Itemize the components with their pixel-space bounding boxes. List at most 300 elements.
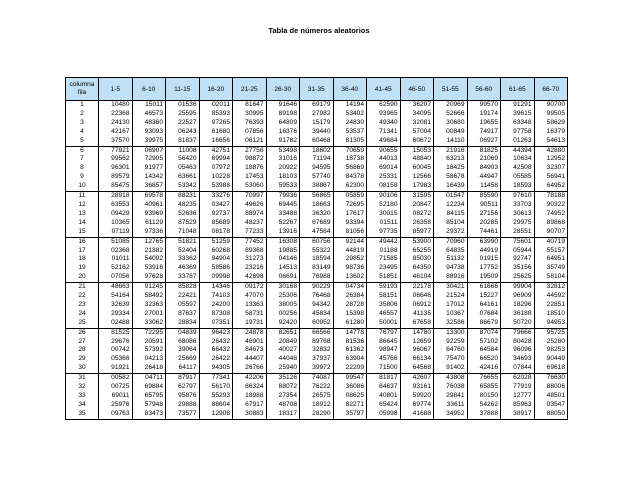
table-cell: 32363: [132, 301, 166, 310]
column-header: 26-30: [266, 78, 300, 101]
table-cell: 18425: [434, 164, 468, 173]
table-cell: 42607: [400, 374, 434, 383]
table-cell: 12777: [501, 392, 535, 401]
column-header: 56-60: [467, 78, 501, 101]
table-cell: 36857: [132, 182, 166, 191]
table-cell: 52666: [434, 110, 468, 119]
table-cell: 41688: [400, 410, 434, 419]
table-cell: 81305: [333, 137, 367, 146]
table-cell: 28834: [166, 319, 200, 328]
table-cell: 29676: [99, 338, 133, 347]
table-cell: 26422: [199, 355, 233, 364]
table-cell: 61362: [333, 346, 367, 355]
table-cell: 74087: [300, 374, 334, 383]
table-cell: 84903: [467, 164, 501, 173]
table-row: [66, 146, 568, 155]
table-cell: 62300: [333, 182, 367, 191]
table-row: [66, 364, 568, 373]
table-cell: 39064: [166, 346, 200, 355]
row-number: 24: [66, 310, 99, 319]
row-number: 5: [66, 137, 99, 146]
table-cell: 90655: [367, 146, 401, 155]
table-cell: 63553: [99, 201, 133, 210]
table-cell: 27354: [266, 392, 300, 401]
row-number: 34: [66, 401, 99, 410]
table-row: [66, 182, 568, 191]
table-cell: 58104: [534, 273, 568, 282]
table-cell: 33276: [199, 192, 233, 201]
table-cell: 82271: [333, 401, 367, 410]
table-cell: 18296: [501, 301, 535, 310]
table-cell: 05998: [367, 410, 401, 419]
row-number: 19: [66, 264, 99, 273]
table-cell: 84115: [434, 210, 468, 219]
table-cell: 77341: [199, 374, 233, 383]
table-cell: 86679: [467, 319, 501, 328]
table-cell: 63990: [467, 237, 501, 246]
table-cell: 27756: [233, 146, 267, 155]
table-cell: 54164: [99, 292, 133, 301]
table-cell: 67689: [300, 219, 334, 228]
table-cell: 02011: [199, 101, 233, 110]
table-cell: 17983: [400, 182, 434, 191]
table-cell: 42167: [99, 128, 133, 137]
table-cell: 18594: [300, 255, 334, 264]
table-cell: 66566: [300, 328, 334, 337]
table-cell: 57392: [132, 346, 166, 355]
table-row: [66, 328, 568, 337]
table-cell: 96096: [501, 346, 535, 355]
table-cell: 10365: [99, 219, 133, 228]
table-cell: 83473: [132, 410, 166, 419]
table-cell: 53988: [199, 182, 233, 191]
table-cell: 55322: [300, 247, 334, 256]
table-cell: 01915: [467, 255, 501, 264]
table-cell: 40801: [367, 392, 401, 401]
table-cell: 24830: [333, 119, 367, 128]
table-cell: 93969: [132, 210, 166, 219]
table-cell: 84673: [233, 346, 267, 355]
table-cell: 81525: [99, 328, 133, 337]
table-cell: 15053: [400, 146, 434, 155]
table-cell: 46369: [166, 264, 200, 273]
table-cell: 09763: [99, 410, 133, 419]
row-number: 32: [66, 383, 99, 392]
table-cell: 12765: [132, 237, 166, 246]
table-cell: 93965: [367, 110, 401, 119]
table-cell: 69011: [99, 392, 133, 401]
table-cell: 69445: [266, 201, 300, 210]
table-cell: 09429: [99, 210, 133, 219]
table-cell: 86324: [233, 383, 267, 392]
table-cell: 70960: [434, 237, 468, 246]
column-header: 1-5: [99, 78, 133, 101]
table-cell: 89368: [233, 247, 267, 256]
table-cell: 08625: [333, 392, 367, 401]
table-cell: 05366: [99, 355, 133, 364]
table-cell: 70659: [333, 146, 367, 155]
table-cell: 39972: [300, 364, 334, 373]
table-cell: 85689: [199, 219, 233, 228]
table-row: [66, 338, 568, 347]
table-cell: 08158: [367, 182, 401, 191]
table-cell: 05463: [166, 164, 200, 173]
table-row: [66, 219, 568, 228]
table-cell: 10480: [99, 101, 133, 110]
table-cell: 63904: [333, 355, 367, 364]
table-body: [66, 101, 568, 420]
table-cell: 62028: [501, 374, 535, 383]
table-cell: 50720: [501, 319, 535, 328]
row-number: 14: [66, 219, 99, 228]
row-number: 20: [66, 273, 99, 282]
table-cell: 58629: [534, 119, 568, 128]
table-cell: 19509: [467, 273, 501, 282]
table-cell: 49442: [367, 237, 401, 246]
table-cell: 10634: [501, 155, 535, 164]
row-number: 23: [66, 301, 99, 310]
table-cell: 06691: [266, 273, 300, 282]
corner-header: [66, 78, 99, 101]
table-cell: 88604: [199, 401, 233, 410]
table-cell: 10367: [434, 310, 468, 319]
row-number: 2: [66, 110, 99, 119]
table-cell: 59193: [367, 283, 401, 292]
table-cell: 40719: [534, 237, 568, 246]
table-cell: 65255: [400, 247, 434, 256]
table-cell: 29372: [434, 228, 468, 237]
table-cell: 96909: [501, 292, 535, 301]
table-cell: 91402: [434, 364, 468, 373]
row-number: 28: [66, 346, 99, 355]
row-number: 26: [66, 328, 99, 337]
column-header: 51-55: [434, 78, 468, 101]
table-cell: 65855: [467, 383, 501, 392]
table-cell: 75470: [434, 355, 468, 364]
table-row: [66, 128, 568, 137]
table-cell: 21382: [132, 247, 166, 256]
table-cell: 19174: [467, 110, 501, 119]
table-cell: 22178: [400, 283, 434, 292]
table-cell: 87074: [467, 328, 501, 337]
table-cell: 21069: [467, 155, 501, 164]
table-cell: 76988: [300, 273, 334, 282]
table-cell: 71500: [367, 364, 401, 373]
table-cell: 53402: [333, 110, 367, 119]
table-cell: 17617: [333, 210, 367, 219]
table-cell: 25976: [99, 401, 133, 410]
table-cell: 38867: [300, 182, 334, 191]
table-cell: 58678: [434, 173, 468, 182]
table-cell: 42751: [199, 146, 233, 155]
table-cell: 90229: [300, 283, 334, 292]
table-cell: 07684: [467, 310, 501, 319]
table-cell: 22527: [166, 119, 200, 128]
table-cell: 04213: [132, 355, 166, 364]
table-cell: 22209: [333, 364, 367, 373]
table-cell: 74103: [199, 292, 233, 301]
table-cell: 14778: [333, 328, 367, 337]
table-cell: 40961: [132, 201, 166, 210]
row-number: 29: [66, 355, 99, 364]
table-cell: 27001: [132, 310, 166, 319]
table-cell: 07972: [199, 164, 233, 173]
table-cell: 17453: [233, 173, 267, 182]
table-cell: 71194: [300, 155, 334, 164]
table-cell: 29334: [99, 310, 133, 319]
table-cell: 64161: [467, 301, 501, 310]
table-row: [66, 319, 568, 328]
table-cell: 26418: [132, 364, 166, 373]
table-cell: 72695: [333, 201, 367, 210]
table-cell: 25306: [266, 292, 300, 301]
table-cell: 92420: [266, 319, 300, 328]
table-cell: 14513: [266, 264, 300, 273]
table-cell: 15398: [333, 310, 367, 319]
table-cell: 91921: [99, 364, 133, 373]
table-cell: 11458: [467, 182, 501, 191]
table-cell: 58151: [367, 292, 401, 301]
table-cell: 51085: [99, 237, 133, 246]
table-cell: 01011: [99, 255, 133, 264]
table-cell: 95725: [534, 328, 568, 337]
table-cell: 22421: [166, 292, 200, 301]
table-cell: 88050: [534, 410, 568, 419]
row-number: 7: [66, 155, 99, 164]
table-cell: 17752: [467, 264, 501, 273]
table-cell: 12659: [400, 338, 434, 347]
table-row: [66, 310, 568, 319]
table-cell: 33787: [166, 273, 200, 282]
table-cell: 81536: [333, 338, 367, 347]
table-cell: 90449: [534, 355, 568, 364]
table-cell: 64117: [166, 364, 200, 373]
table-cell: 61129: [132, 219, 166, 228]
table-cell: 35749: [534, 264, 568, 273]
table-cell: 14780: [400, 328, 434, 337]
table-cell: 55157: [534, 247, 568, 256]
header-row: [66, 78, 568, 101]
table-cell: 57948: [132, 401, 166, 410]
table-cell: 37937: [300, 355, 334, 364]
table-cell: 56170: [199, 383, 233, 392]
table-cell: 09998: [199, 273, 233, 282]
table-cell: 89198: [266, 110, 300, 119]
table-cell: 59920: [400, 392, 434, 401]
table-cell: 25940: [266, 364, 300, 373]
table-cell: 76222: [300, 383, 334, 392]
table-cell: 76038: [434, 383, 468, 392]
column-header: 11-15: [166, 78, 200, 101]
table-cell: 94595: [300, 164, 334, 173]
table-cell: 76468: [300, 292, 334, 301]
table-row: [66, 410, 568, 419]
table-cell: 63348: [501, 119, 535, 128]
table-cell: 14194: [333, 101, 367, 110]
table-cell: 92747: [501, 255, 535, 264]
table-cell: 20922: [266, 164, 300, 173]
table-cell: 30613: [501, 210, 535, 219]
table-cell: 87637: [166, 310, 200, 319]
table-cell: 00582: [99, 374, 133, 383]
row-number: 31: [66, 374, 99, 383]
table-cell: 36320: [300, 210, 334, 219]
table-cell: 20849: [266, 338, 300, 347]
table-cell: 80428: [501, 338, 535, 347]
table-cell: 63661: [166, 173, 200, 182]
table-cell: 79666: [501, 328, 535, 337]
table-cell: 05597: [166, 301, 200, 310]
table-cell: 96301: [99, 164, 133, 173]
corner-column-label: columna: [69, 81, 95, 88]
table-cell: 18663: [300, 201, 334, 210]
table-cell: 42508: [501, 164, 535, 173]
table-cell: 55293: [199, 392, 233, 401]
table-row: [66, 101, 568, 110]
table-cell: 59533: [266, 182, 300, 191]
table-cell: 28728: [333, 301, 367, 310]
table-cell: 92259: [434, 338, 468, 347]
table-cell: 27982: [300, 110, 334, 119]
table-cell: 12908: [199, 410, 233, 419]
table-cell: 69578: [132, 192, 166, 201]
table-cell: 89768: [300, 338, 334, 347]
table-cell: 18317: [266, 410, 300, 419]
table-cell: 42880: [534, 146, 568, 155]
table-cell: 00742: [99, 346, 133, 355]
table-cell: 64951: [534, 255, 568, 264]
table-cell: 18510: [534, 310, 568, 319]
table-cell: 91977: [132, 164, 166, 173]
table-cell: 05944: [501, 247, 535, 256]
row-number: 27: [66, 338, 99, 347]
table-cell: 91646: [266, 101, 300, 110]
table-cell: 44407: [233, 355, 267, 364]
table-cell: 41135: [400, 310, 434, 319]
table-cell: 30883: [233, 410, 267, 419]
table-row: [66, 283, 568, 292]
table-cell: 44048: [266, 355, 300, 364]
table-cell: 72905: [132, 155, 166, 164]
column-header: 46-50: [400, 78, 434, 101]
table-cell: 16656: [199, 137, 233, 146]
table-cell: 32307: [534, 164, 568, 173]
table-cell: 60268: [199, 247, 233, 256]
table-cell: 85590: [467, 192, 501, 201]
table-cell: 69774: [400, 401, 434, 410]
table-cell: 08272: [400, 210, 434, 219]
table-cell: 76630: [534, 374, 568, 383]
table-cell: 53342: [166, 182, 200, 191]
table-cell: 16308: [266, 237, 300, 246]
table-cell: 44394: [501, 146, 535, 155]
table-cell: 85977: [400, 228, 434, 237]
table-cell: 04734: [333, 283, 367, 292]
table-cell: 66134: [400, 355, 434, 364]
table-cell: 94342: [300, 301, 334, 310]
row-number: 30: [66, 364, 99, 373]
table-cell: 34095: [400, 110, 434, 119]
table-cell: 71341: [367, 128, 401, 137]
table-cell: 50001: [367, 319, 401, 328]
table-cell: 33703: [501, 201, 535, 210]
table-cell: 05585: [501, 173, 535, 182]
row-number: 18: [66, 255, 99, 264]
table-cell: 06243: [166, 128, 200, 137]
table-cell: 06121: [233, 137, 267, 146]
table-cell: 60468: [300, 137, 334, 146]
table-cell: 09172: [233, 283, 267, 292]
table-cell: 26358: [400, 219, 434, 228]
row-number: 1: [66, 101, 99, 110]
table-cell: 25625: [501, 273, 535, 282]
table-cell: 00256: [266, 310, 300, 319]
table-cell: 85393: [199, 110, 233, 119]
table-cell: 85475: [99, 182, 133, 191]
table-cell: 01547: [434, 192, 468, 201]
table-row: [66, 292, 568, 301]
table-cell: 54092: [132, 255, 166, 264]
table-cell: 42206: [233, 374, 267, 383]
table-cell: 84637: [367, 383, 401, 392]
table-cell: 47070: [233, 292, 267, 301]
table-cell: 25331: [367, 173, 401, 182]
table-cell: 24878: [233, 328, 267, 337]
table-cell: 46573: [132, 110, 166, 119]
table-cell: 54613: [534, 137, 568, 146]
table-cell: 18912: [300, 401, 334, 410]
table-cell: 80150: [467, 392, 501, 401]
table-cell: 49684: [367, 137, 401, 146]
table-cell: 53060: [233, 182, 267, 191]
table-cell: 97758: [501, 128, 535, 137]
table-cell: 27156: [467, 210, 501, 219]
table-cell: 33362: [166, 255, 200, 264]
table-cell: 60756: [300, 237, 334, 246]
table-cell: 89868: [534, 219, 568, 228]
table-cell: 68086: [166, 338, 200, 347]
column-header: 21-25: [233, 78, 267, 101]
table-cell: 30168: [266, 283, 300, 292]
table-cell: 51821: [166, 237, 200, 246]
table-cell: 89579: [99, 173, 133, 182]
row-number: 22: [66, 292, 99, 301]
table-cell: 98947: [367, 346, 401, 355]
column-header: 61-65: [501, 78, 535, 101]
table-cell: 53498: [266, 146, 300, 155]
table-cell: 48360: [132, 119, 166, 128]
table-cell: 39975: [132, 137, 166, 146]
table-cell: 12234: [434, 201, 468, 210]
table-cell: 99505: [534, 110, 568, 119]
table-cell: 06907: [132, 146, 166, 155]
table-cell: 19885: [266, 247, 300, 256]
table-row: [66, 192, 568, 201]
table-cell: 06646: [400, 292, 434, 301]
table-cell: 91782: [266, 137, 300, 146]
table-cell: 69014: [367, 164, 401, 173]
row-number: 3: [66, 119, 99, 128]
table-cell: 26384: [333, 292, 367, 301]
table-cell: 76797: [367, 328, 401, 337]
table-cell: 97610: [501, 192, 535, 201]
table-cell: 07844: [501, 364, 535, 373]
table-cell: 20285: [467, 219, 501, 228]
table-cell: 52267: [266, 219, 300, 228]
table-cell: 33062: [132, 319, 166, 328]
table-cell: 39615: [501, 110, 535, 119]
table-cell: 60952: [300, 319, 334, 328]
